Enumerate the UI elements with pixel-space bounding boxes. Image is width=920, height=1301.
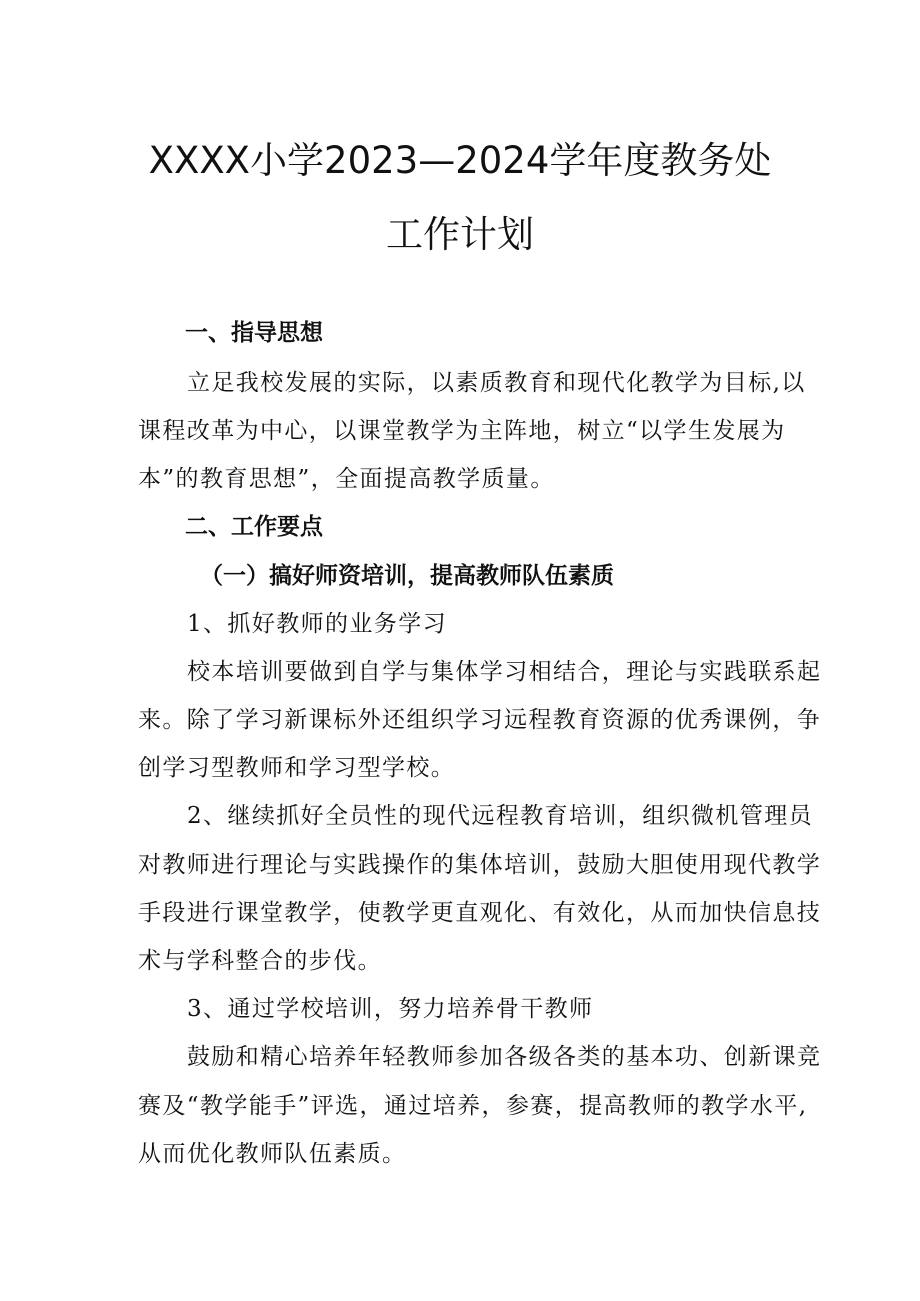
item-1-paragraph-line: 来。除了学习新课标外还组织学习远程教育资源的优秀课例，争 (138, 707, 822, 733)
item-3-title: 3、通过学校培训，努力培养骨干教师 (187, 996, 594, 1022)
section-2-heading: 二、工作要点 (185, 514, 323, 540)
section-1-paragraph-line: 课程改革为中心，以课堂教学为主阵地，树立“以学生发展为 (138, 418, 786, 444)
item-3-paragraph-line: 鼓励和精心培养年轻教师参加各级各类的基本功、创新课竞 (187, 1044, 822, 1070)
item-1-paragraph-line: 创学习型教师和学习型学校。 (138, 755, 456, 781)
item-3-paragraph-line: 从而优化教师队伍素质。 (138, 1141, 407, 1167)
item-2-paragraph-line: 术与学科整合的步伐。 (138, 948, 382, 974)
item-3-paragraph-line: 赛及“教学能手”评选，通过培养，参赛，提高教师的教学水平, (138, 1093, 808, 1119)
document-title-line-1: XXXX小学2023—2024学年度教务处 (148, 139, 772, 182)
item-2-paragraph-line: 手段进行课堂教学，使教学更直观化、有效化，从而加快信息技 (138, 900, 822, 926)
section-2-subheading: （一）搞好师资培训，提高教师队伍素质 (200, 562, 614, 589)
item-1-title: 1、抓好教师的业务学习 (187, 611, 448, 637)
item-2-paragraph-line: 2、继续抓好全员性的现代远程教育培训，组织微机管理员 (187, 803, 814, 829)
section-1-paragraph-line: 本”的教育思想”，全面提高教学质量。 (138, 466, 555, 492)
document-title-line-2: 工作计划 (386, 213, 534, 256)
section-1-heading: 一、指导思想 (185, 320, 323, 346)
item-1-paragraph-line: 校本培训要做到自学与集体学习相结合，理论与实践联系起 (187, 659, 822, 685)
section-1-paragraph-line: 立足我校发展的实际，以素质教育和现代化教学为目标,以 (187, 370, 806, 396)
item-2-paragraph-line: 对教师进行理论与实践操作的集体培训，鼓励大胆使用现代教学 (138, 852, 822, 878)
